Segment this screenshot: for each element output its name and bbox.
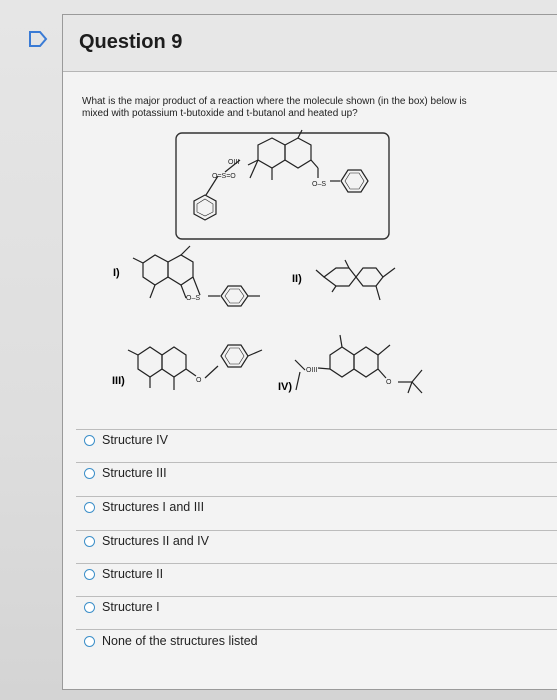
- answer-option-7[interactable]: [84, 631, 258, 651]
- answer-option-label: None of the structures listed: [102, 634, 258, 648]
- answer-option-5[interactable]: [84, 564, 163, 584]
- answer-option-label: Structure I: [102, 600, 160, 614]
- structure-1-o-label: O–S: [186, 295, 201, 302]
- structure-4-o2-label: O: [386, 379, 392, 386]
- structure-3-label: III): [112, 375, 125, 387]
- radio-button-icon[interactable]: [84, 468, 95, 479]
- reactant-o-label: OIII: [228, 159, 240, 166]
- question-header: [63, 15, 557, 72]
- radio-button-icon[interactable]: [84, 435, 95, 446]
- answer-option-3[interactable]: [84, 497, 204, 517]
- reactant-right-o-label: O–S: [312, 181, 327, 188]
- structure-4-o-label: OIII: [306, 367, 318, 374]
- option-divider: [76, 629, 557, 630]
- answer-option-label: Structure III: [102, 466, 167, 480]
- answer-option-label: Structure II: [102, 567, 164, 581]
- structure-3-o-label: O: [196, 377, 202, 384]
- radio-button-icon[interactable]: [84, 502, 95, 513]
- answer-option-6[interactable]: [84, 597, 160, 617]
- answer-option-label: Structures II and IV: [102, 534, 209, 548]
- prompt-line-1: What is the major product of a reaction where the molecule shown (in the box) below is: [82, 96, 467, 107]
- structure-2-label: II): [292, 273, 302, 285]
- answer-option-1[interactable]: [84, 430, 168, 450]
- radio-button-icon[interactable]: [84, 602, 95, 613]
- radio-button-icon[interactable]: [84, 569, 95, 580]
- structure-1-label: I): [113, 267, 120, 279]
- structure-4-label: IV): [278, 381, 293, 393]
- answer-option-2[interactable]: [84, 463, 167, 483]
- answer-option-4[interactable]: [84, 531, 209, 551]
- radio-button-icon[interactable]: [84, 536, 95, 547]
- radio-button-icon[interactable]: [84, 636, 95, 647]
- answer-option-label: Structures I and III: [102, 500, 205, 514]
- flag-icon[interactable]: [28, 30, 48, 48]
- prompt-line-2: mixed with potassium t-butoxide and t-butanol and heated up?: [82, 108, 358, 119]
- answer-option-label: Structure IV: [102, 433, 168, 447]
- reactant-s-label: O=S=O: [212, 173, 236, 180]
- question-title: Question 9: [79, 31, 183, 53]
- question-prompt: [82, 96, 502, 120]
